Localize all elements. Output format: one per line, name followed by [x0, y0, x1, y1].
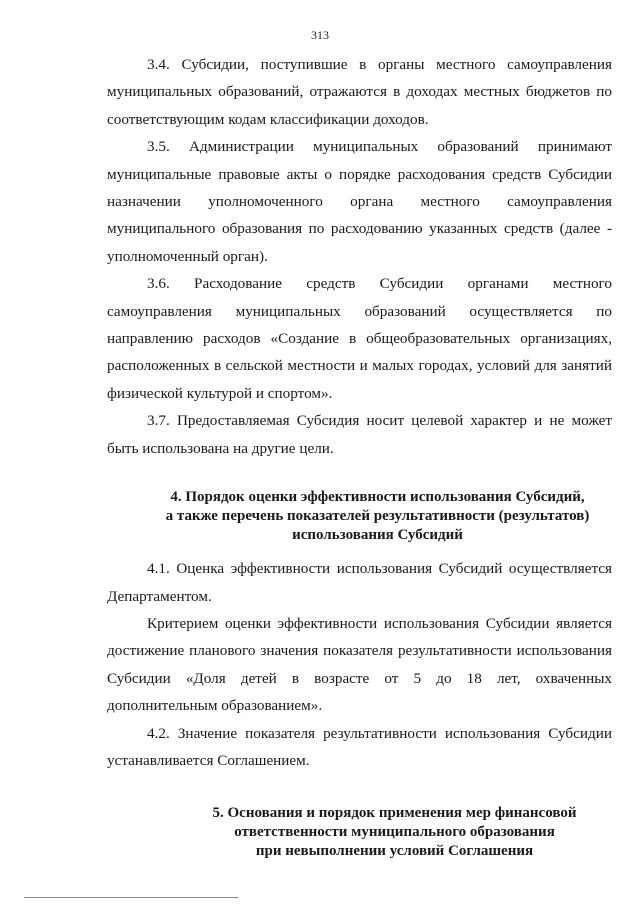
paragraph-3-5: 3.5. Администрации муниципальных образований принимают муниципальные правовые акты о порядке расходования средств Субсидии назначении уполномоченного органа местного самоуправления муниципального образования по расходованию указанных средств (далее - уполномоченный орган). — [107, 138, 612, 265]
paragraph-4-2: 4.2. Значение показателя результативности использования Субсидии устанавливается Соглашением. — [107, 724, 612, 769]
section-5-heading-line-3: при невыполнении условий Соглашения — [255, 843, 534, 860]
section-5-heading — [107, 804, 612, 861]
paragraph-4-1: 4.1. Оценка эффективности использования Субсидий осуществляется Департаментом. — [107, 560, 612, 605]
paragraph-3-4: 3.4. Субсидии, поступившие в органы местного самоуправления муниципальных образований, отражаются в доходах местных бюджетов по соответствующим кодам классификации доходов. — [107, 56, 612, 128]
section-4-heading — [107, 488, 612, 545]
section-4-heading-line-1: 4. Порядок оценки эффективности использования Субсидий, — [170, 489, 585, 506]
bottom-rule — [24, 897, 238, 898]
page-number: 313 — [311, 28, 329, 42]
document-body — [107, 51, 612, 861]
section-4-heading-line-2: а также перечень показателей результативности (результатов) — [165, 508, 590, 525]
paragraph-3-6: 3.6. Расходование средств Субсидии органами местного самоуправления муниципальных образований осуществляется по направлению расходов «Создание в общеобразовательных организациях, расположенных в сельской местности и малых городах, условий для занятий физической культурой и спортом». — [107, 275, 612, 402]
section-5-heading-line-2: ответственности муниципального образования — [234, 824, 555, 841]
paragraph-4-1-criterion: Критерием оценки эффективности использования Субсидии является достижение планового значения показателя результативности использования Субсидии «Доля детей в возрасте от 5 до 18 лет, охваченных дополнительным образованием». — [107, 614, 612, 715]
section-4-heading-line-3: использования Субсидий — [292, 527, 463, 544]
paragraph-3-7: 3.7. Предоставляемая Субсидия носит целевой характер и не может быть использована на другие цели. — [107, 412, 612, 457]
section-5-heading-line-1: 5. Основания и порядок применения мер финансовой — [212, 805, 577, 822]
